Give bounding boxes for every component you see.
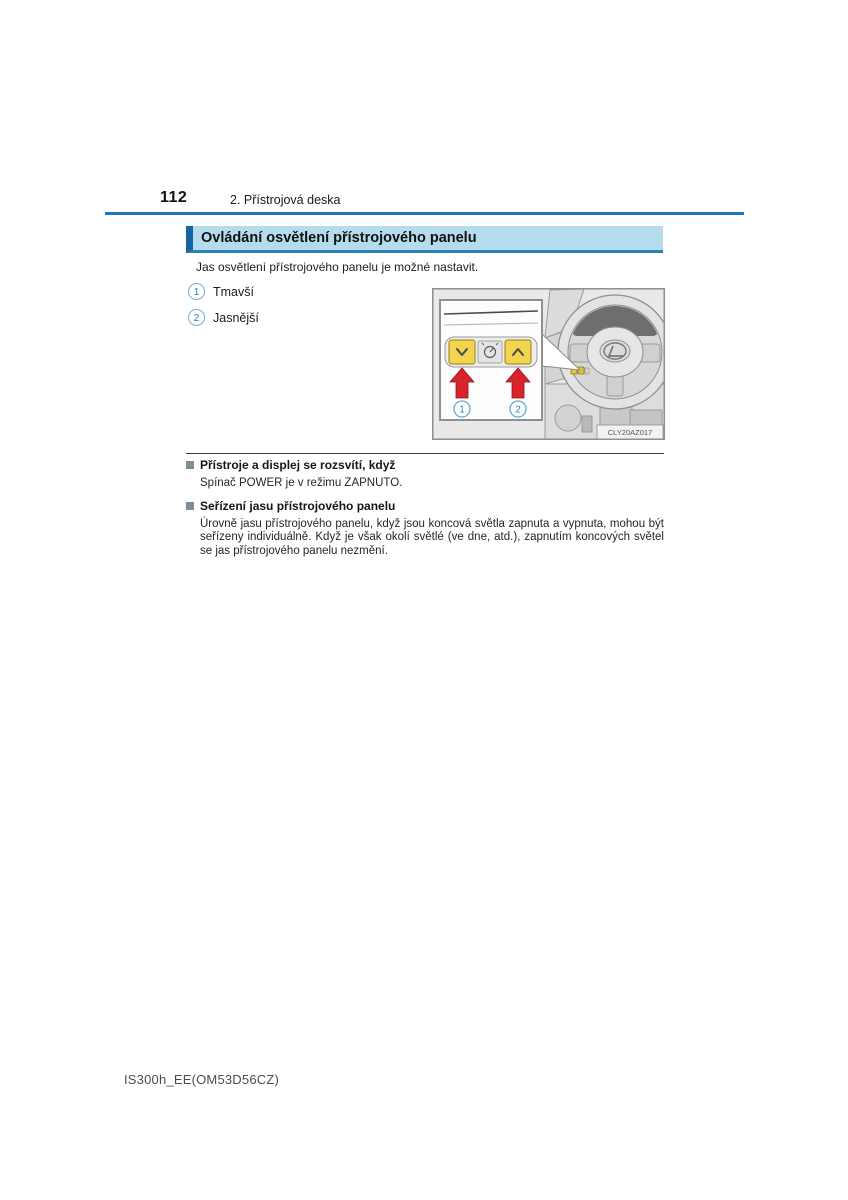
note-heading-row (186, 458, 664, 472)
note-body: Úrovně jasu přístrojového panelu, když jsou koncová světla zapnuta a vypnuta, mohou být seřízeny individuálně. Když je však okolí světlé (ve dne, atd.), zapnutím koncových světel se jas přístrojového panelu nezmění. (200, 517, 664, 557)
legend-item-2 (188, 309, 259, 326)
intro-text: Jas osvětlení přístrojového panelu je možné nastavit. (196, 260, 479, 274)
page-number: 112 (160, 189, 188, 206)
inset-panel (440, 300, 542, 420)
section-title: Ovládání osvětlení přístrojového panelu (201, 230, 477, 246)
legend-label: Jasnější (213, 310, 259, 325)
note-heading: Seřízení jasu přístrojového panelu (200, 498, 396, 513)
legend (188, 283, 259, 335)
note-item (186, 499, 664, 559)
dimmer-up-button (505, 340, 531, 364)
section-title-bar (186, 226, 663, 253)
figure-caption: CLY20AZ017 (607, 428, 653, 437)
chapter-header: 2. Přístrojová deska (230, 193, 341, 207)
callout-number-icon: 2 (188, 309, 205, 326)
square-bullet-icon (186, 461, 194, 469)
callout-number-icon: 1 (188, 283, 205, 300)
legend-item-1 (188, 283, 259, 300)
note-heading: Přístroje a displej se rozsvítí, když (200, 458, 396, 472)
figure-callout-1: 1 (459, 404, 465, 416)
section-separator (186, 453, 664, 454)
instrument-panel-figure (432, 288, 665, 440)
steering-wheel (558, 295, 665, 409)
note-heading-row (186, 499, 664, 513)
legend-label: Tmavší (213, 284, 254, 299)
header-rule (105, 212, 744, 215)
square-bullet-icon (186, 502, 194, 510)
lexus-logo (600, 340, 630, 362)
note-item (186, 458, 664, 491)
figure-illustration (432, 288, 665, 440)
footer-document-code: IS300h_EE(OM53D56CZ) (124, 1072, 280, 1087)
notes-section (186, 458, 664, 566)
dimmer-down-button (449, 340, 475, 364)
note-body: Spínač POWER je v režimu ZAPNUTO. (200, 477, 403, 489)
figure-callout-2: 2 (515, 404, 521, 416)
